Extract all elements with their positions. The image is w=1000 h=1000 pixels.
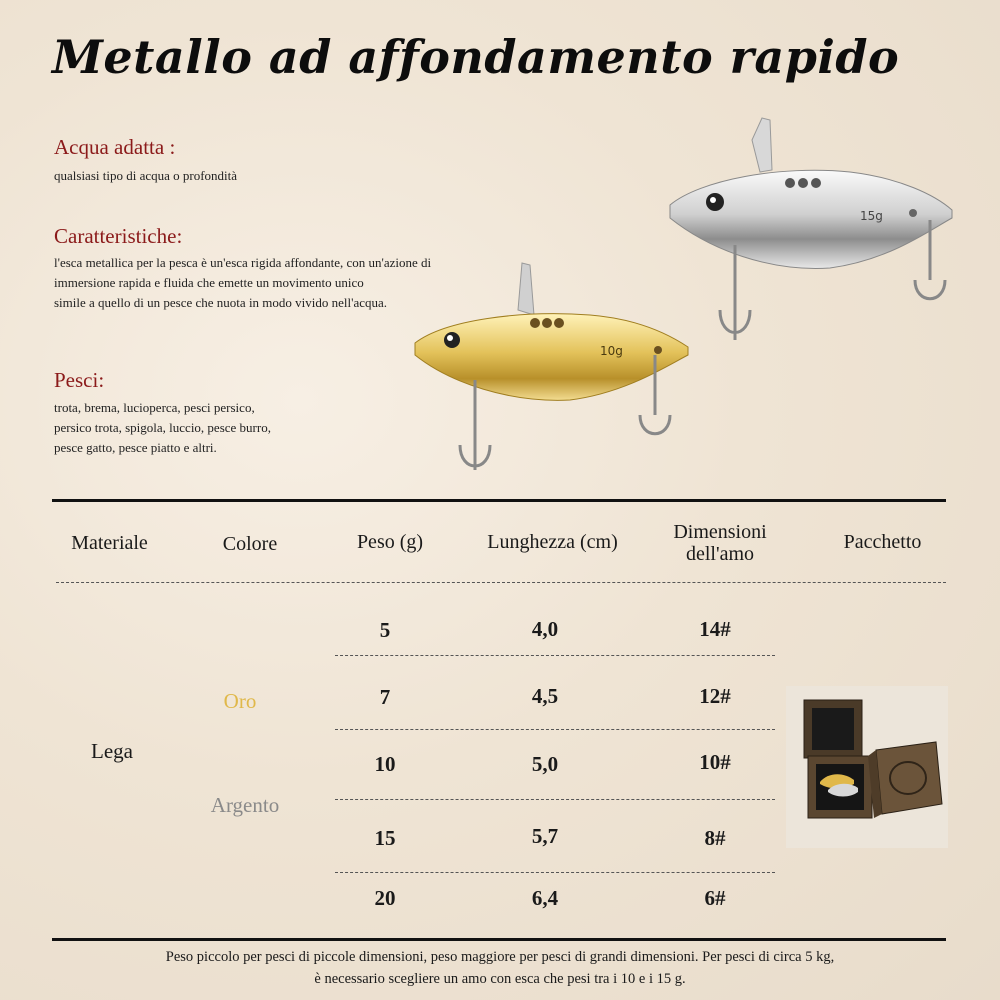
row-weight: 5 xyxy=(379,618,391,642)
features-line: l'esca metallica per la pesca è un'esca rigida affondante, con un'azione di xyxy=(54,255,432,270)
footer-note-line2: è necessario scegliere un amo con esca che pesi tra i 10 e i 15 g. xyxy=(314,971,686,987)
row-hook: 6# xyxy=(704,886,726,910)
row-hook: 10# xyxy=(699,750,731,774)
row-length: 6,4 xyxy=(531,886,559,910)
row-length: 4,5 xyxy=(531,684,559,708)
row-length: 5,7 xyxy=(531,824,559,848)
features-heading: Caratteristiche: xyxy=(54,224,183,248)
material-cell: Lega xyxy=(91,739,133,763)
header-weight: Peso (g) xyxy=(356,531,424,553)
water-text: qualsiasi tipo di acqua o profondità xyxy=(54,168,238,183)
package-image xyxy=(786,686,948,848)
wooden-box-icon xyxy=(786,686,948,848)
table-bottom-rule xyxy=(52,938,946,941)
row-divider xyxy=(335,655,775,656)
footer-note-line1: Peso piccolo per pesci di piccole dimensioni, peso maggiore per pesci di grandi dimensioni. Per pesci di circa 5 kg, xyxy=(165,949,835,965)
row-weight: 15 xyxy=(374,826,396,850)
silver-lure-weight: 15g xyxy=(860,209,883,223)
fish-heading: Pesci: xyxy=(54,368,105,392)
header-length: Lunghezza (cm) xyxy=(487,531,618,553)
fish-line: trota, brema, lucioperca, pesci persico, xyxy=(54,400,255,415)
gold-lure-weight: 10g xyxy=(600,344,623,358)
color-silver: Argento xyxy=(210,793,280,817)
header-hook-line2: dell'amo xyxy=(685,543,755,565)
header-hook-size xyxy=(650,521,790,565)
color-gold: Oro xyxy=(223,689,257,713)
silver-lure-image xyxy=(660,110,980,350)
header-package: Pacchetto xyxy=(843,531,922,553)
page-title: Metallo ad affondamento rapido xyxy=(52,30,900,84)
row-weight: 10 xyxy=(374,752,396,776)
features-line: immersione rapida e fluida che emette un movimento unico xyxy=(54,275,364,290)
header-color: Colore xyxy=(222,533,278,555)
row-weight: 7 xyxy=(379,685,391,709)
footer-note xyxy=(40,946,960,990)
row-divider xyxy=(335,799,775,800)
header-material: Materiale xyxy=(71,532,148,554)
row-divider xyxy=(335,872,775,873)
fish-line: pesce gatto, pesce piatto e altri. xyxy=(54,440,217,455)
row-hook: 14# xyxy=(699,617,731,641)
row-hook: 12# xyxy=(699,684,731,708)
row-weight: 20 xyxy=(374,886,396,910)
fish-line: persico trota, spigola, luccio, pesce burro, xyxy=(54,420,271,435)
row-length: 5,0 xyxy=(531,752,559,776)
row-divider xyxy=(335,729,775,730)
row-hook: 8# xyxy=(704,826,726,850)
features-line: simile a quello di un pesce che nuota in modo vivido nell'acqua. xyxy=(54,295,388,310)
table-top-rule xyxy=(52,499,946,502)
water-heading: Acqua adatta : xyxy=(54,135,176,159)
header-divider xyxy=(56,582,946,583)
header-hook-line1: Dimensioni xyxy=(673,521,767,543)
gold-lure-image xyxy=(410,255,700,480)
row-length: 4,0 xyxy=(531,617,559,641)
